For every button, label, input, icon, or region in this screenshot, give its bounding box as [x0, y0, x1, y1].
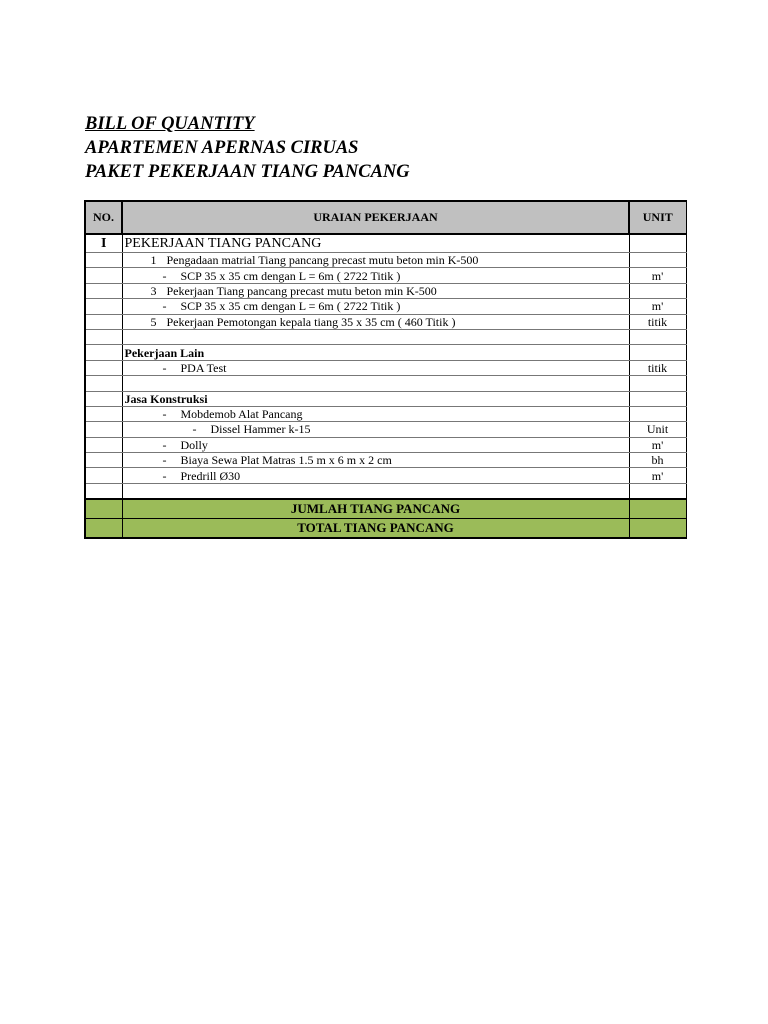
item-unit: m' — [629, 468, 686, 483]
table-row — [85, 468, 686, 483]
item-number: 5 — [150, 314, 157, 329]
header-desc: URAIAN PEKERJAAN — [122, 201, 629, 234]
item-text: Pekerjaan Pemotongan kepala tiang 35 x 35 cm ( 460 Titik ) — [166, 314, 456, 329]
subsection-row — [85, 391, 686, 406]
section-unit — [629, 234, 686, 253]
subsection-title: Jasa Konstruksi — [122, 391, 629, 406]
item-text: Pengadaan matrial Tiang pancang precast mutu beton min K-500 — [166, 253, 479, 268]
boq-table-container — [84, 200, 685, 539]
section-no: I — [85, 234, 122, 253]
table-row — [85, 422, 686, 437]
item-text: Mobdemob Alat Pancang — [180, 407, 303, 422]
table-row — [85, 314, 686, 329]
item-unit: m' — [629, 268, 686, 283]
table-row — [85, 283, 686, 298]
item-dash: - — [192, 422, 197, 437]
boq-table — [84, 200, 687, 539]
item-dash: - — [162, 360, 167, 375]
table-header-row — [85, 201, 686, 234]
document-title: BILL OF QUANTITY — [85, 114, 255, 134]
item-unit: m' — [629, 437, 686, 452]
section-title: PEKERJAAN TIANG PANCANG — [122, 234, 629, 253]
item-text: PDA Test — [180, 360, 227, 375]
subsection-title: Pekerjaan Lain — [122, 345, 629, 360]
item-dash: - — [162, 407, 167, 422]
item-unit — [629, 283, 686, 298]
empty-row — [85, 376, 686, 391]
item-unit: bh — [629, 453, 686, 468]
jumlah-row — [85, 499, 686, 519]
table-row — [85, 437, 686, 452]
item-number: 1 — [150, 253, 157, 268]
total-label: TOTAL TIANG PANCANG — [122, 519, 629, 539]
item-unit — [629, 406, 686, 421]
jumlah-label: JUMLAH TIANG PANCANG — [122, 499, 629, 519]
item-unit: titik — [629, 314, 686, 329]
item-text: Dissel Hammer k-15 — [210, 422, 311, 437]
empty-row — [85, 329, 686, 344]
table-row — [85, 360, 686, 375]
header-no: NO. — [85, 201, 122, 234]
item-dash: - — [162, 437, 167, 452]
item-text: SCP 35 x 35 cm dengan L = 6m ( 2722 Titik ) — [180, 299, 401, 314]
item-dash: - — [162, 453, 167, 468]
item-unit: Unit — [629, 422, 686, 437]
item-text: SCP 35 x 35 cm dengan L = 6m ( 2722 Titik ) — [180, 268, 401, 283]
item-unit — [629, 253, 686, 268]
section-row — [85, 234, 686, 253]
subsection-row — [85, 345, 686, 360]
item-text: Pekerjaan Tiang pancang precast mutu beton min K-500 — [166, 283, 437, 298]
item-text: Predrill Ø30 — [180, 468, 241, 483]
header-unit: UNIT — [629, 201, 686, 234]
table-row — [85, 453, 686, 468]
table-row — [85, 268, 686, 283]
document-titles — [85, 112, 410, 184]
empty-row — [85, 483, 686, 499]
item-unit: titik — [629, 360, 686, 375]
item-dash: - — [162, 268, 167, 283]
package-name: PAKET PEKERJAAN TIANG PANCANG — [85, 162, 410, 182]
total-row — [85, 519, 686, 539]
table-row — [85, 406, 686, 421]
item-number: 3 — [150, 283, 157, 298]
item-text: Biaya Sewa Plat Matras 1.5 m x 6 m x 2 cm — [180, 453, 392, 468]
project-name: APARTEMEN APERNAS CIRUAS — [85, 138, 359, 158]
item-text: Dolly — [180, 437, 208, 452]
table-row — [85, 253, 686, 268]
item-unit: m' — [629, 299, 686, 314]
item-dash: - — [162, 299, 167, 314]
table-row — [85, 299, 686, 314]
item-dash: - — [162, 468, 167, 483]
